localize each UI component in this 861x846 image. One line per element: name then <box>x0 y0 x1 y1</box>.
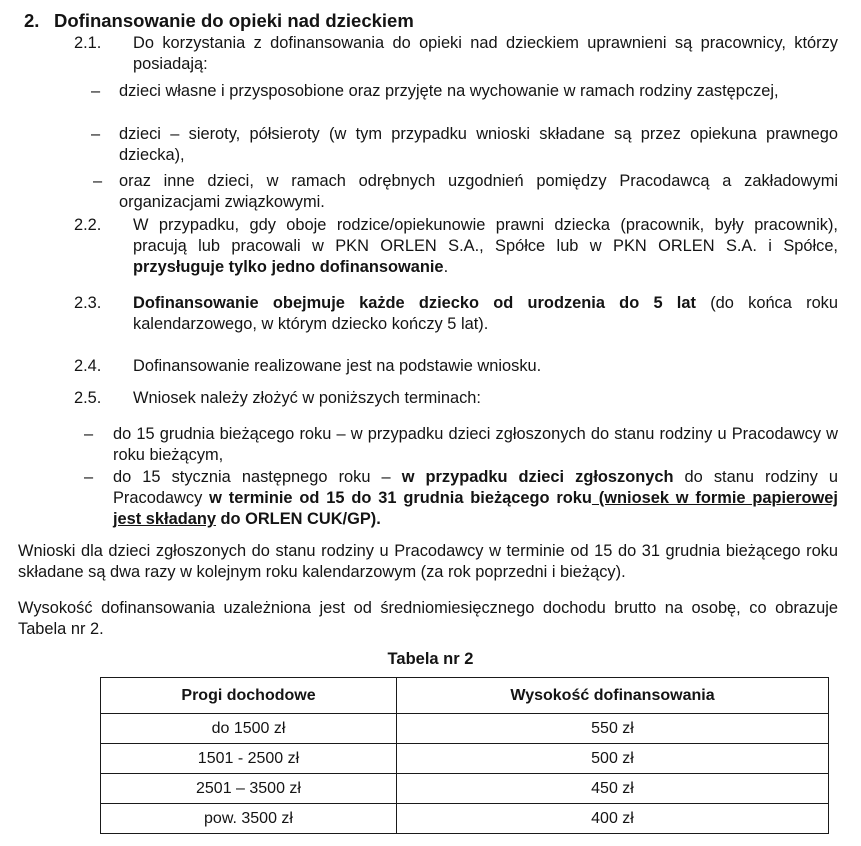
deadline-bold: w przypadku dzieci zgłoszonych <box>401 468 674 486</box>
item-text-2-5: Wniosek należy złożyć w poniższych terminach: <box>133 389 481 407</box>
item-text-2-2 <box>133 215 838 278</box>
table-caption: Tabela nr 2 <box>387 650 474 668</box>
column-header-income: Progi dochodowe <box>101 678 397 714</box>
item-text-2-3-bold: Dofinansowanie obejmuje każde dziecko od urodzenia do 5 lat <box>133 294 696 312</box>
bullet-dash: – <box>84 468 94 486</box>
list-item <box>113 467 838 530</box>
table-cell: 400 zł <box>397 804 829 834</box>
list-item: dzieci – sieroty, półsieroty (w tym przypadku wnioski składane są przez opiekuna prawnego dziecka), <box>119 125 838 164</box>
column-header-amount: Wysokość dofinansowania <box>397 678 829 714</box>
item-number-2-2: 2.2. <box>74 216 102 234</box>
section-title: Dofinansowanie do opieki nad dzieckiem <box>54 10 414 31</box>
table-row <box>101 774 829 804</box>
deadline-bold: do ORLEN CUK/GP). <box>215 510 381 528</box>
item-number-2-5: 2.5. <box>74 389 102 407</box>
list-item: dzieci własne i przysposobione oraz przyjęte na wychowanie w ramach rodziny zastępczej, <box>119 82 779 100</box>
item-text-2-3-part: (do końca roku kalendarzowego, w którym dziecko kończy 5 lat). <box>133 294 838 333</box>
table-row <box>101 744 829 774</box>
item-number-2-3: 2.3. <box>74 294 102 312</box>
income-table <box>100 677 829 834</box>
list-item: oraz inne dzieci, w ramach odrębnych uzgodnień pomiędzy Pracodawcą a zakładowymi organizacjami związkowymi. <box>119 172 838 211</box>
bullet-dash: – <box>93 172 103 190</box>
paragraph-amount: Wysokość dofinansowania uzależniona jest od średniomiesięcznego dochodu brutto na osobę, co obrazuje Tabela nr 2. <box>18 599 838 638</box>
deadline-text: do stanu rodziny u Pracodawcy <box>113 468 839 507</box>
deadline-bold: w terminie od 15 do 31 grudnia bieżącego roku <box>209 489 592 507</box>
item-text-2-2-bold: przysługuje tylko jedno dofinansowanie <box>133 258 444 276</box>
section-heading <box>24 9 414 33</box>
table-cell: pow. 3500 zł <box>101 804 397 834</box>
bullet-dash: – <box>91 82 101 100</box>
item-number-2-1: 2.1. <box>74 34 102 52</box>
table-cell: 550 zł <box>397 714 829 744</box>
item-text-2-2-part: W przypadku, gdy oboje rodzice/opiekunowie prawni dziecka (pracownik, były pracownik), pracują lub pracowali w PKN ORLEN S.A., Spółce lub w PKN ORLEN S.A. i Spółce, <box>133 216 838 255</box>
item-text-2-4: Dofinansowanie realizowane jest na podstawie wniosku. <box>133 357 542 375</box>
section-number: 2. <box>24 10 40 31</box>
deadline-text: do 15 stycznia następnego roku – <box>113 468 402 486</box>
table-header-row <box>101 678 829 714</box>
bullet-dash: – <box>91 125 101 143</box>
table-row <box>101 804 829 834</box>
table-row <box>101 714 829 744</box>
deadline-underlined: (wniosek w formie papierowej jest składany <box>113 489 838 528</box>
table-cell: 1501 - 2500 zł <box>101 744 397 774</box>
item-number-2-4: 2.4. <box>74 357 102 375</box>
item-text-2-2-end: . <box>443 258 449 276</box>
table-cell: 450 zł <box>397 774 829 804</box>
table-cell: 500 zł <box>397 744 829 774</box>
table-cell: 2501 – 3500 zł <box>101 774 397 804</box>
item-text-2-1: Do korzystania z dofinansowania do opieki nad dzieckiem uprawnieni są pracownicy, którzy posiadają: <box>133 34 838 73</box>
paragraph-applications: Wnioski dla dzieci zgłoszonych do stanu rodziny u Pracodawcy w terminie od 15 do 31 grudnia bieżącego roku składane są dwa razy w kolejnym roku kalendarzowym (za rok poprzedni i bieżący). <box>18 542 838 581</box>
table-cell: do 1500 zł <box>101 714 397 744</box>
item-text-2-3 <box>133 293 838 335</box>
bullet-dash: – <box>84 425 94 443</box>
list-item: do 15 grudnia bieżącego roku – w przypadku dzieci zgłoszonych do stanu rodziny u Pracodawcy w roku bieżącym, <box>113 425 838 464</box>
